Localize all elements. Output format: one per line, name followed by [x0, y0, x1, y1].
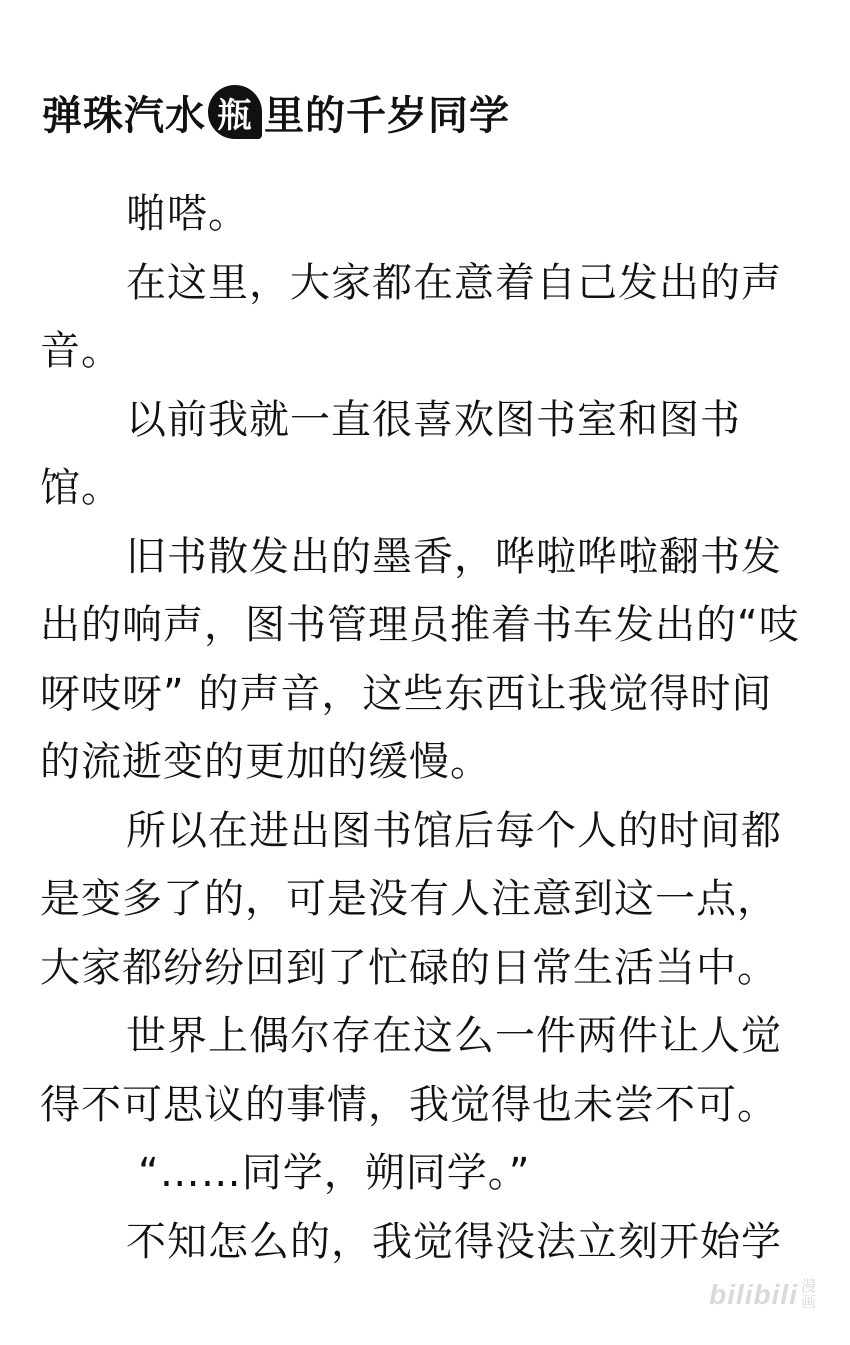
text-line: 在这里，大家都在意着自己发出的声	[126, 259, 782, 306]
watermark-cjk-top: 漫	[800, 1278, 816, 1295]
text-line: 是变多了的，可是没有人注意到这一点，	[40, 876, 778, 922]
bilibili-watermark-logo	[709, 1279, 816, 1311]
text-line: 大家都纷纷回到了忙碌的日常生活当中。	[40, 944, 778, 991]
title-part-1: 弹珠汽水	[42, 91, 206, 139]
text-line: 啪嗒。	[126, 191, 249, 237]
watermark-latin: bilibili	[709, 1279, 798, 1310]
text-line: 呀吱呀” 的声音，这些东西让我觉得时间	[40, 670, 773, 717]
title-part-2: 里的千岁同学	[264, 91, 510, 139]
novel-body-text	[40, 180, 815, 1276]
text-line: 旧书散发出的墨香，哗啦哗啦翻书发	[126, 533, 782, 580]
watermark-cjk-bottom: 画	[800, 1294, 816, 1311]
text-line: 世界上偶尔存在这么一件两件让人觉	[126, 1013, 782, 1059]
title-badge-bottle: 瓶	[208, 85, 262, 139]
text-line: 音。	[40, 328, 122, 374]
watermark-cjk	[801, 1279, 816, 1311]
text-line: 馆。	[40, 465, 122, 511]
text-line: 所以在进出图书馆后每个人的时间都	[126, 807, 782, 854]
text-line: 得不可思议的事情，我觉得也未尝不可。	[40, 1081, 778, 1128]
page-header-title	[42, 82, 510, 142]
text-line: 出的响声，图书管理员推着书车发出的“吱	[40, 602, 800, 648]
text-line: 以前我就一直很喜欢图书室和图书	[126, 396, 741, 443]
text-line-dialogue: “……同学，朔同学。”	[138, 1150, 531, 1196]
text-line: 的流逝变的更加的缓慢。	[40, 739, 491, 785]
text-line: 不知怎么的，我觉得没法立刻开始学	[126, 1218, 782, 1265]
